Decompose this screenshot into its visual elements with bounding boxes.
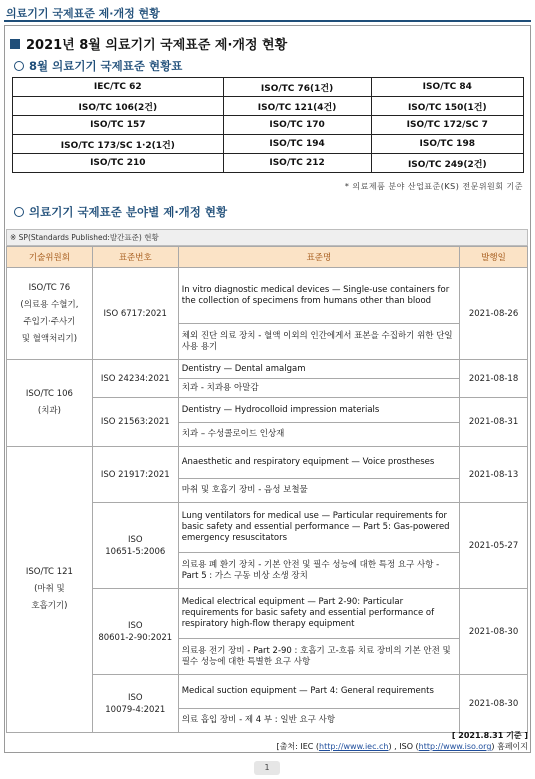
- standard-name-en: Dentistry — Dental amalgam: [178, 360, 459, 379]
- standard-number: ISO 10079-4:2021: [92, 675, 178, 733]
- reference-date: [ 2021.8.31 기준 ]: [451, 731, 528, 740]
- table-row: [13, 116, 524, 135]
- committee-cell: ISO/TC 121 (마취 및 호흡기기): [7, 447, 93, 733]
- standard-name-ko: 의료용 폐 환기 장치 - 기본 안전 및 필수 성능에 대한 특정 요구 사항 - Part 5 : 가스 구동 비상 소생 장치: [178, 553, 459, 589]
- tc-cell: ISO/TC 76(1건): [223, 78, 371, 97]
- standard-number: ISO 6717:2021: [92, 268, 178, 360]
- tc-cell: ISO/TC 106(2건): [13, 97, 224, 116]
- standard-number: ISO 10651-5:2006: [92, 503, 178, 589]
- main-title-text: 2021년 8월 의료기기 국제표준 제·개정 현황: [26, 38, 288, 53]
- publish-date: 2021-05-27: [460, 503, 528, 589]
- table-row: [7, 447, 528, 479]
- tc-cell: ISO/TC 198: [371, 135, 523, 154]
- tc-cell: IEC/TC 62: [13, 78, 224, 97]
- section-title-text: 의료기기 국제표준 분야별 제·개정 현황: [29, 205, 228, 219]
- table-row: [13, 154, 524, 173]
- table-note: * 의료제품 분야 산업표준(KS) 전문위원회 기준: [344, 182, 523, 191]
- tc-cell: ISO/TC 249(2건): [371, 154, 523, 173]
- section-title-status: [14, 58, 182, 74]
- document-header: [4, 2, 531, 22]
- header-name: 표준명: [178, 247, 459, 268]
- tc-cell: ISO/TC 150(1건): [371, 97, 523, 116]
- iso-link[interactable]: http://www.iso.org: [418, 742, 492, 751]
- table-row: [13, 135, 524, 154]
- publish-date: 2021-08-26: [460, 268, 528, 360]
- standard-name-en: In vitro diagnostic medical devices — Single-use containers for the collection of specimens from humans other than blood: [178, 268, 459, 324]
- publish-date: 2021-08-18: [460, 360, 528, 398]
- standard-name-en: Medical suction equipment — Part 4: General requirements: [178, 675, 459, 709]
- tc-cell: ISO/TC 173/SC 1·2(1건): [13, 135, 224, 154]
- tc-cell: ISO/TC 212: [223, 154, 371, 173]
- header-title: 의료기기 국제표준 제·개정 현황: [6, 7, 160, 20]
- committee-cell: ISO/TC 76 (의료용 수혈기, 주입기·주사기 및 혈액처리기): [7, 268, 93, 360]
- publish-date: 2021-08-31: [460, 398, 528, 447]
- standard-name-ko: 의료 흡입 장비 - 제 4 부 : 일반 요구 사항: [178, 709, 459, 733]
- standard-name-ko: 치과 – 수성콜로이드 인상재: [178, 423, 459, 447]
- main-title: [10, 34, 287, 53]
- standard-name-en: Lung ventilators for medical use — Particular requirements for basic safety and essential performance — Part 5: Gas-powered emergency resuscitators: [178, 503, 459, 553]
- table-header-row: [7, 247, 528, 268]
- standard-name-en: Dentistry — Hydrocolloid impression materials: [178, 398, 459, 423]
- source-note: [출처: IEC (http://www.iec.ch) , ISO (http://www.iso.org) 홈페이지: [276, 742, 528, 751]
- tc-cell: ISO/TC 157: [13, 116, 224, 135]
- section-title-text: 8월 의료기기 국제표준 현황표: [29, 59, 183, 73]
- standard-name-ko: 마취 및 호흡기 장비 - 음성 보철물: [178, 479, 459, 503]
- standard-name-en: Medical electrical equipment — Part 2-90: Particular requirements for basic safety and essential performance of respiratory high-flow therapy equipment: [178, 589, 459, 639]
- tc-cell: ISO/TC 84: [371, 78, 523, 97]
- circle-bullet-icon: [14, 61, 24, 71]
- table-row: [13, 78, 524, 97]
- section-title-fields: [14, 204, 227, 220]
- table-row: [13, 97, 524, 116]
- header-date: 발행일: [460, 247, 528, 268]
- page-number: 1: [254, 761, 280, 775]
- iec-link[interactable]: http://www.iec.ch: [319, 742, 389, 751]
- standard-name-en: Anaesthetic and respiratory equipment — Voice prostheses: [178, 447, 459, 479]
- tc-cell: ISO/TC 194: [223, 135, 371, 154]
- tc-cell: ISO/TC 121(4건): [223, 97, 371, 116]
- committee-cell: ISO/TC 106 (치과): [7, 360, 93, 447]
- circle-bullet-icon: [14, 207, 24, 217]
- standard-number: ISO 21563:2021: [92, 398, 178, 447]
- square-bullet-icon: [10, 39, 20, 49]
- header-number: 표준번호: [92, 247, 178, 268]
- standard-number: ISO 21917:2021: [92, 447, 178, 503]
- publish-date: 2021-08-30: [460, 675, 528, 733]
- table-row: [7, 360, 528, 379]
- sp-label: ※ SP(Standards Published:발간표준) 현황: [6, 229, 528, 246]
- standard-name-ko: 의료용 전기 장비 - Part 2-90 : 호흡기 고-흐름 치료 장비의 기본 안전 및 필수 성능에 대한 특별한 요구 사항: [178, 639, 459, 675]
- standards-table: [6, 246, 528, 733]
- table-row: [7, 268, 528, 324]
- tc-status-table: [12, 77, 524, 173]
- tc-cell: ISO/TC 170: [223, 116, 371, 135]
- publish-date: 2021-08-13: [460, 447, 528, 503]
- standard-name-ko: 치과 - 치과용 아말감: [178, 379, 459, 398]
- standard-number: ISO 80601-2-90:2021: [92, 589, 178, 675]
- publish-date: 2021-08-30: [460, 589, 528, 675]
- standard-name-ko: 체외 진단 의료 장치 - 혈액 이외의 인간에게서 표본을 수집하기 위한 단일 사용 용기: [178, 324, 459, 360]
- tc-cell: ISO/TC 172/SC 7: [371, 116, 523, 135]
- header-committee: 기술위원회: [7, 247, 93, 268]
- standard-number: ISO 24234:2021: [92, 360, 178, 398]
- tc-cell: ISO/TC 210: [13, 154, 224, 173]
